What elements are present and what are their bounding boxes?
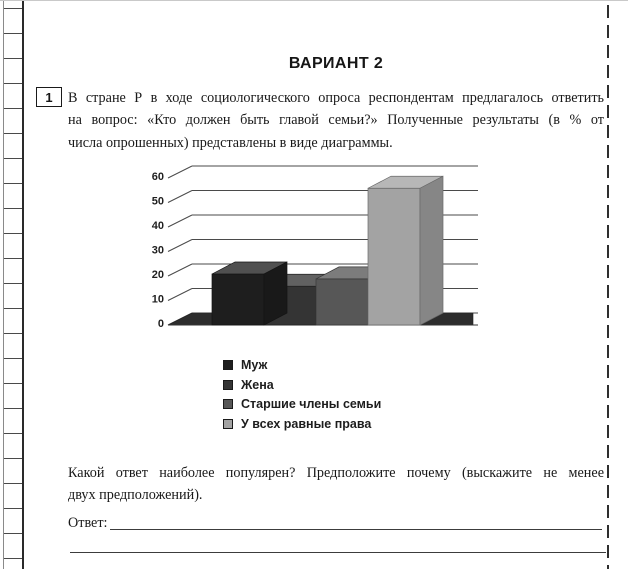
svg-text:60: 60: [151, 171, 164, 183]
answer-blank-line: [70, 552, 606, 553]
page-title: ВАРИАНТ 2: [288, 55, 384, 72]
question-number-box: [36, 87, 62, 107]
followup-text-line: двух предположений).: [68, 487, 203, 504]
legend-label: Старшие члены семьи: [241, 397, 382, 411]
followup-text-line: Какой ответ наиболее популярен? Предположите почему (выскажите не менее: [68, 465, 604, 481]
legend-item: [223, 379, 381, 391]
legend-swatch: [223, 360, 233, 370]
svg-text:20: 20: [151, 269, 164, 281]
legend-item: [223, 359, 381, 371]
chart-area: [118, 159, 508, 339]
svg-text:0: 0: [157, 318, 164, 330]
followup-text: [68, 462, 604, 507]
svg-text:40: 40: [151, 220, 164, 232]
answer-blank-line: [110, 529, 602, 530]
question-text-line: на вопрос: «Кто должен быть главой семьи?» Полученные результаты (в % от: [68, 112, 604, 129]
dashed-cut-line: [607, 5, 609, 569]
question-text-line: числа опрошенных) представлены в виде диаграммы.: [68, 134, 393, 151]
svg-text:30: 30: [151, 244, 164, 257]
chart-legend: [223, 359, 381, 437]
legend-swatch: [223, 380, 233, 390]
legend-item: [223, 418, 381, 430]
svg-text:50: 50: [151, 195, 164, 208]
legend-label: У всех равные права: [241, 416, 372, 431]
question-text-line: В стране Р в ходе социологического опроса респондентам предлагалось ответить: [68, 90, 604, 106]
legend-swatch: [223, 419, 233, 429]
legend-label: Муж: [241, 358, 268, 372]
legend-label: Жена: [241, 377, 274, 392]
svg-text:10: 10: [151, 293, 164, 306]
bar-chart: [118, 159, 508, 339]
notebook-binding-strip: [3, 1, 24, 569]
question-number: 1: [45, 89, 53, 105]
legend-swatch: [223, 399, 233, 409]
legend-item: [223, 398, 381, 410]
question-text: [68, 87, 604, 154]
answer-label: Ответ:: [68, 515, 108, 531]
